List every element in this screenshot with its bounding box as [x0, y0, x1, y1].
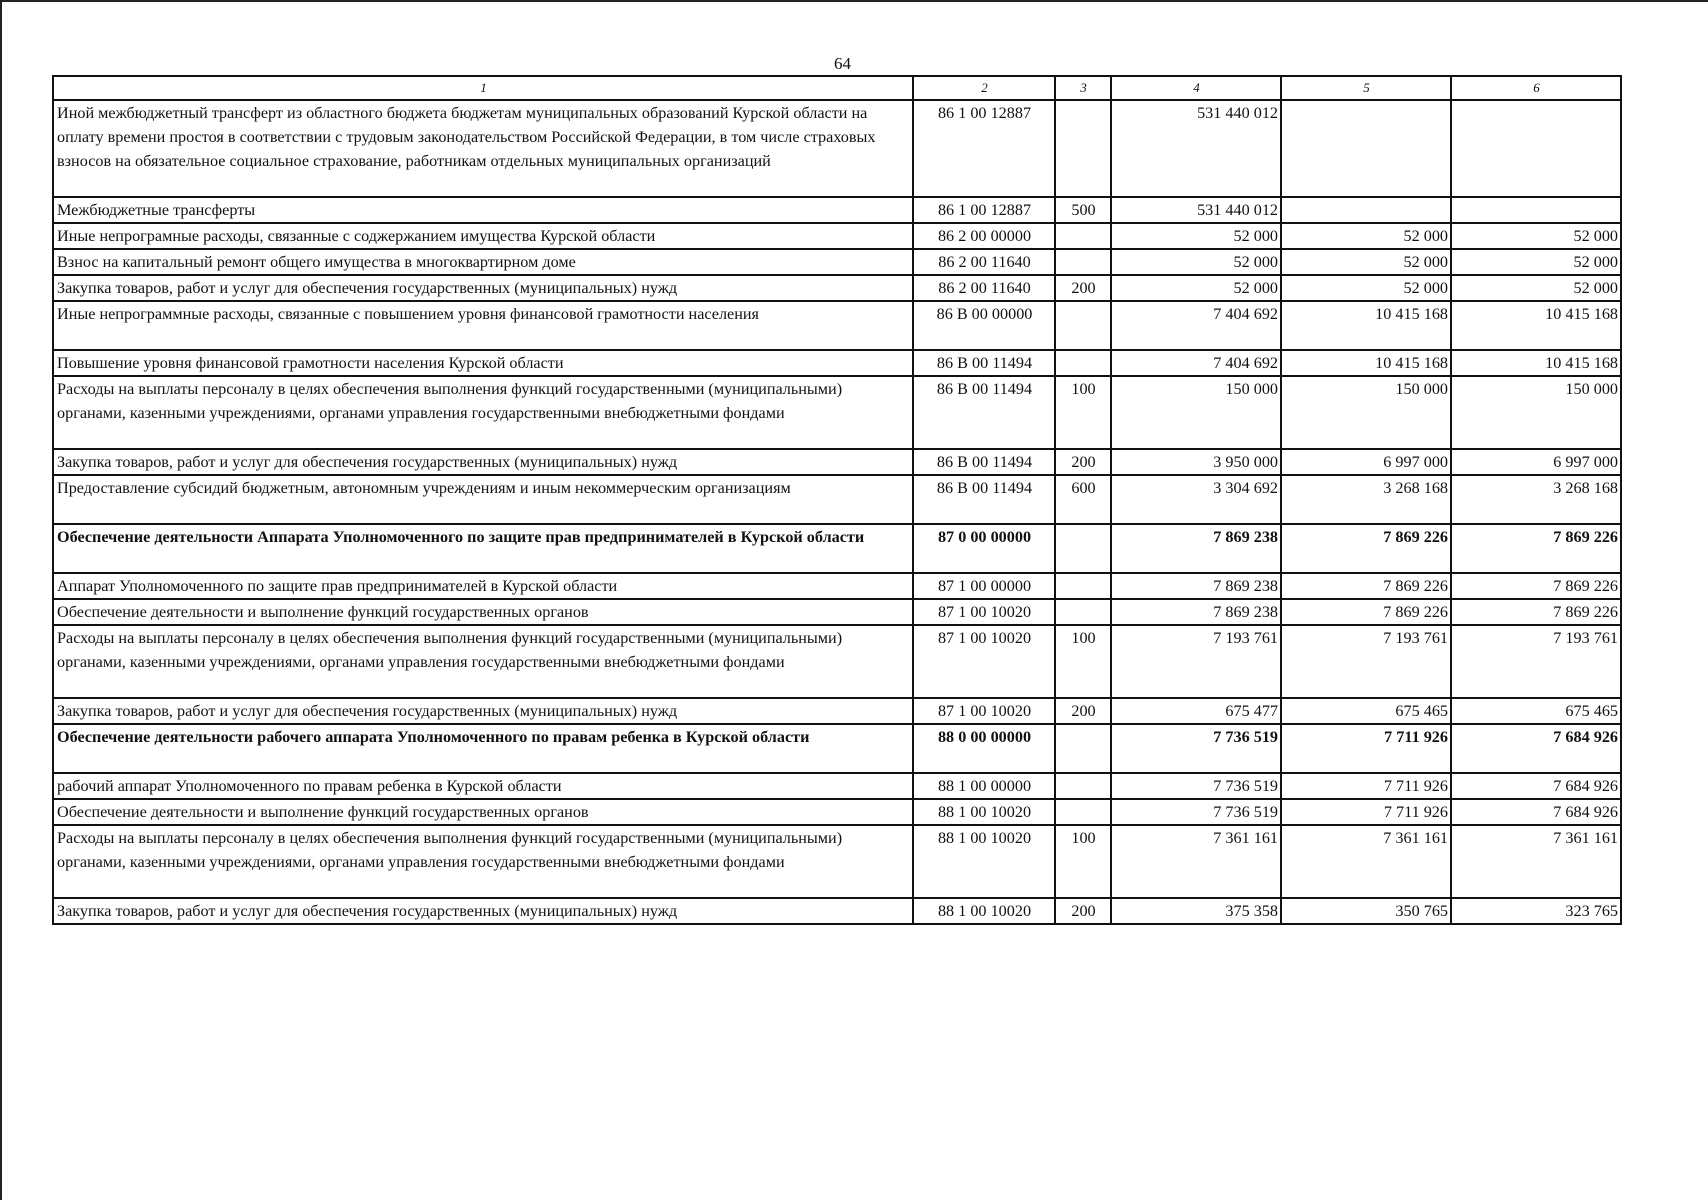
- row-expense-type-cell: 200: [1055, 698, 1111, 724]
- row-name-cell: Обеспечение деятельности и выполнение функций государственных органов: [53, 599, 913, 625]
- row-amount-col6-cell: 7 193 761: [1451, 625, 1621, 698]
- row-expense-type-cell: 200: [1055, 898, 1111, 924]
- row-amount-col5-cell: 7 361 161: [1281, 825, 1451, 898]
- row-amount-col4-cell: 7 869 238: [1111, 573, 1281, 599]
- table-row: [53, 825, 1621, 898]
- row-code-cell: 87 0 00 00000: [913, 524, 1055, 573]
- row-code-cell: 88 1 00 10020: [913, 825, 1055, 898]
- row-amount-col6-cell: 52 000: [1451, 275, 1621, 301]
- row-code-cell: 86 2 00 00000: [913, 223, 1055, 249]
- row-expense-type-cell: [1055, 599, 1111, 625]
- row-amount-col6-cell: 10 415 168: [1451, 301, 1621, 350]
- row-amount-col5-cell: 52 000: [1281, 223, 1451, 249]
- table-row: [53, 724, 1621, 773]
- row-name-cell: Предоставление субсидий бюджетным, автономным учреждениям и иным некоммерческим организациям: [53, 475, 913, 524]
- row-amount-col4-cell: 7 361 161: [1111, 825, 1281, 898]
- row-amount-col5-cell: 52 000: [1281, 275, 1451, 301]
- table-body: [53, 100, 1621, 924]
- row-amount-col4-cell: 531 440 012: [1111, 100, 1281, 197]
- row-amount-col5-cell: 3 268 168: [1281, 475, 1451, 524]
- header-col-4: 4: [1111, 76, 1281, 100]
- row-code-cell: 86 В 00 11494: [913, 376, 1055, 449]
- row-amount-col4-cell: 375 358: [1111, 898, 1281, 924]
- row-code-cell: 87 1 00 10020: [913, 625, 1055, 698]
- header-col-6: 6: [1451, 76, 1621, 100]
- row-amount-col4-cell: 52 000: [1111, 249, 1281, 275]
- row-amount-col6-cell: 7 684 926: [1451, 724, 1621, 773]
- row-amount-col6-cell: 7 869 226: [1451, 524, 1621, 573]
- row-amount-col4-cell: 150 000: [1111, 376, 1281, 449]
- budget-table: [52, 75, 1622, 925]
- row-name-cell: Межбюджетные трансферты: [53, 197, 913, 223]
- row-amount-col6-cell: 7 684 926: [1451, 773, 1621, 799]
- row-name-cell: Иной межбюджетный трансферт из областного бюджета бюджетам муниципальных образований Курской области на оплату времени простоя в соответствии с трудовым законодательством Российской Федерации, в том числе страховых взносов на обязательное социальное страхование, работникам отдельных муниципальных организаций: [53, 100, 913, 197]
- row-name-cell: Иные непрограмные расходы, связанные с соджержанием имущества Курской области: [53, 223, 913, 249]
- row-amount-col4-cell: 3 950 000: [1111, 449, 1281, 475]
- row-amount-col6-cell: 150 000: [1451, 376, 1621, 449]
- row-amount-col4-cell: 7 869 238: [1111, 524, 1281, 573]
- row-code-cell: 88 1 00 10020: [913, 799, 1055, 825]
- row-amount-col6-cell: 7 684 926: [1451, 799, 1621, 825]
- row-name-cell: Закупка товаров, работ и услуг для обеспечения государственных (муниципальных) нужд: [53, 698, 913, 724]
- table-row: [53, 449, 1621, 475]
- row-amount-col6-cell: 52 000: [1451, 249, 1621, 275]
- row-expense-type-cell: 100: [1055, 625, 1111, 698]
- row-name-cell: Расходы на выплаты персоналу в целях обеспечения выполнения функций государственными (муниципальными) органами, казенными учреждениями, органами управления государственными внебюджетными фондами: [53, 625, 913, 698]
- row-code-cell: 87 1 00 00000: [913, 573, 1055, 599]
- row-code-cell: 87 1 00 10020: [913, 599, 1055, 625]
- row-amount-col4-cell: 7 404 692: [1111, 301, 1281, 350]
- row-code-cell: 88 0 00 00000: [913, 724, 1055, 773]
- row-code-cell: 86 В 00 11494: [913, 475, 1055, 524]
- table-row: [53, 301, 1621, 350]
- row-expense-type-cell: 100: [1055, 825, 1111, 898]
- row-amount-col6-cell: [1451, 100, 1621, 197]
- page-number: 64: [834, 54, 851, 73]
- table-row: [53, 599, 1621, 625]
- row-name-cell: Расходы на выплаты персоналу в целях обеспечения выполнения функций государственными (муниципальными) органами, казенными учреждениями, органами управления государственными внебюджетными фондами: [53, 376, 913, 449]
- row-name-cell: Обеспечение деятельности Аппарата Уполномоченного по защите прав предпринимателей в Курской области: [53, 524, 913, 573]
- row-amount-col6-cell: 7 869 226: [1451, 599, 1621, 625]
- table-row: [53, 524, 1621, 573]
- row-amount-col4-cell: 7 736 519: [1111, 724, 1281, 773]
- row-amount-col6-cell: 10 415 168: [1451, 350, 1621, 376]
- table-row: [53, 376, 1621, 449]
- row-amount-col5-cell: 150 000: [1281, 376, 1451, 449]
- row-amount-col6-cell: 323 765: [1451, 898, 1621, 924]
- table-row: [53, 799, 1621, 825]
- row-expense-type-cell: 600: [1055, 475, 1111, 524]
- row-code-cell: 86 2 00 11640: [913, 275, 1055, 301]
- row-amount-col6-cell: 7 869 226: [1451, 573, 1621, 599]
- row-code-cell: 86 В 00 11494: [913, 449, 1055, 475]
- row-amount-col5-cell: 7 869 226: [1281, 573, 1451, 599]
- header-col-3: 3: [1055, 76, 1111, 100]
- row-name-cell: рабочий аппарат Уполномоченного по правам ребенка в Курской области: [53, 773, 913, 799]
- row-amount-col5-cell: [1281, 100, 1451, 197]
- row-expense-type-cell: [1055, 773, 1111, 799]
- row-amount-col4-cell: 531 440 012: [1111, 197, 1281, 223]
- header-row: [53, 76, 1621, 100]
- table-row: [53, 249, 1621, 275]
- row-name-cell: Расходы на выплаты персоналу в целях обеспечения выполнения функций государственными (муниципальными) органами, казенными учреждениями, органами управления государственными внебюджетными фондами: [53, 825, 913, 898]
- row-amount-col6-cell: 7 361 161: [1451, 825, 1621, 898]
- table-row: [53, 698, 1621, 724]
- row-amount-col5-cell: 7 711 926: [1281, 724, 1451, 773]
- row-amount-col4-cell: 7 736 519: [1111, 799, 1281, 825]
- row-name-cell: Обеспечение деятельности рабочего аппарата Уполномоченного по правам ребенка в Курской области: [53, 724, 913, 773]
- row-expense-type-cell: [1055, 249, 1111, 275]
- row-expense-type-cell: 200: [1055, 275, 1111, 301]
- row-expense-type-cell: [1055, 301, 1111, 350]
- header-col-2: 2: [913, 76, 1055, 100]
- row-code-cell: 86 В 00 11494: [913, 350, 1055, 376]
- table-row: [53, 100, 1621, 197]
- row-code-cell: 87 1 00 10020: [913, 698, 1055, 724]
- row-amount-col4-cell: 52 000: [1111, 275, 1281, 301]
- row-code-cell: 88 1 00 00000: [913, 773, 1055, 799]
- row-amount-col5-cell: [1281, 197, 1451, 223]
- row-expense-type-cell: 100: [1055, 376, 1111, 449]
- row-code-cell: 86 1 00 12887: [913, 100, 1055, 197]
- row-amount-col4-cell: 52 000: [1111, 223, 1281, 249]
- row-amount-col4-cell: 7 404 692: [1111, 350, 1281, 376]
- row-name-cell: Закупка товаров, работ и услуг для обеспечения государственных (муниципальных) нужд: [53, 275, 913, 301]
- row-amount-col4-cell: 675 477: [1111, 698, 1281, 724]
- row-expense-type-cell: [1055, 573, 1111, 599]
- row-code-cell: 86 2 00 11640: [913, 249, 1055, 275]
- row-amount-col5-cell: 7 711 926: [1281, 799, 1451, 825]
- table-row: [53, 573, 1621, 599]
- row-amount-col5-cell: 675 465: [1281, 698, 1451, 724]
- row-amount-col5-cell: 7 869 226: [1281, 599, 1451, 625]
- table-row: [53, 350, 1621, 376]
- row-name-cell: Повышение уровня финансовой грамотности населения Курской области: [53, 350, 913, 376]
- row-amount-col4-cell: 3 304 692: [1111, 475, 1281, 524]
- row-code-cell: 86 В 00 00000: [913, 301, 1055, 350]
- row-amount-col4-cell: 7 736 519: [1111, 773, 1281, 799]
- row-amount-col5-cell: 10 415 168: [1281, 301, 1451, 350]
- row-code-cell: 86 1 00 12887: [913, 197, 1055, 223]
- row-expense-type-cell: 500: [1055, 197, 1111, 223]
- row-amount-col4-cell: 7 869 238: [1111, 599, 1281, 625]
- row-name-cell: Закупка товаров, работ и услуг для обеспечения государственных (муниципальных) нужд: [53, 898, 913, 924]
- row-expense-type-cell: [1055, 223, 1111, 249]
- row-expense-type-cell: [1055, 799, 1111, 825]
- row-amount-col5-cell: 7 711 926: [1281, 773, 1451, 799]
- table-row: [53, 197, 1621, 223]
- header-col-1: 1: [53, 76, 913, 100]
- row-name-cell: Взнос на капитальный ремонт общего имущества в многоквартирном доме: [53, 249, 913, 275]
- row-amount-col6-cell: 3 268 168: [1451, 475, 1621, 524]
- row-amount-col6-cell: 52 000: [1451, 223, 1621, 249]
- row-expense-type-cell: [1055, 724, 1111, 773]
- row-expense-type-cell: [1055, 350, 1111, 376]
- row-expense-type-cell: [1055, 100, 1111, 197]
- table-row: [53, 898, 1621, 924]
- row-amount-col6-cell: 6 997 000: [1451, 449, 1621, 475]
- row-amount-col4-cell: 7 193 761: [1111, 625, 1281, 698]
- table-row: [53, 475, 1621, 524]
- row-amount-col6-cell: [1451, 197, 1621, 223]
- table-row: [53, 773, 1621, 799]
- row-amount-col5-cell: 350 765: [1281, 898, 1451, 924]
- row-name-cell: Иные непрограммные расходы, связанные с повышением уровня финансовой грамотности населения: [53, 301, 913, 350]
- row-code-cell: 88 1 00 10020: [913, 898, 1055, 924]
- row-name-cell: Закупка товаров, работ и услуг для обеспечения государственных (муниципальных) нужд: [53, 449, 913, 475]
- table-row: [53, 223, 1621, 249]
- row-amount-col5-cell: 52 000: [1281, 249, 1451, 275]
- row-expense-type-cell: [1055, 524, 1111, 573]
- header-col-5: 5: [1281, 76, 1451, 100]
- row-amount-col6-cell: 675 465: [1451, 698, 1621, 724]
- table-row: [53, 625, 1621, 698]
- row-name-cell: Аппарат Уполномоченного по защите прав предпринимателей в Курской области: [53, 573, 913, 599]
- table-row: [53, 275, 1621, 301]
- row-amount-col5-cell: 7 869 226: [1281, 524, 1451, 573]
- row-amount-col5-cell: 6 997 000: [1281, 449, 1451, 475]
- row-amount-col5-cell: 7 193 761: [1281, 625, 1451, 698]
- row-name-cell: Обеспечение деятельности и выполнение функций государственных органов: [53, 799, 913, 825]
- row-expense-type-cell: 200: [1055, 449, 1111, 475]
- row-amount-col5-cell: 10 415 168: [1281, 350, 1451, 376]
